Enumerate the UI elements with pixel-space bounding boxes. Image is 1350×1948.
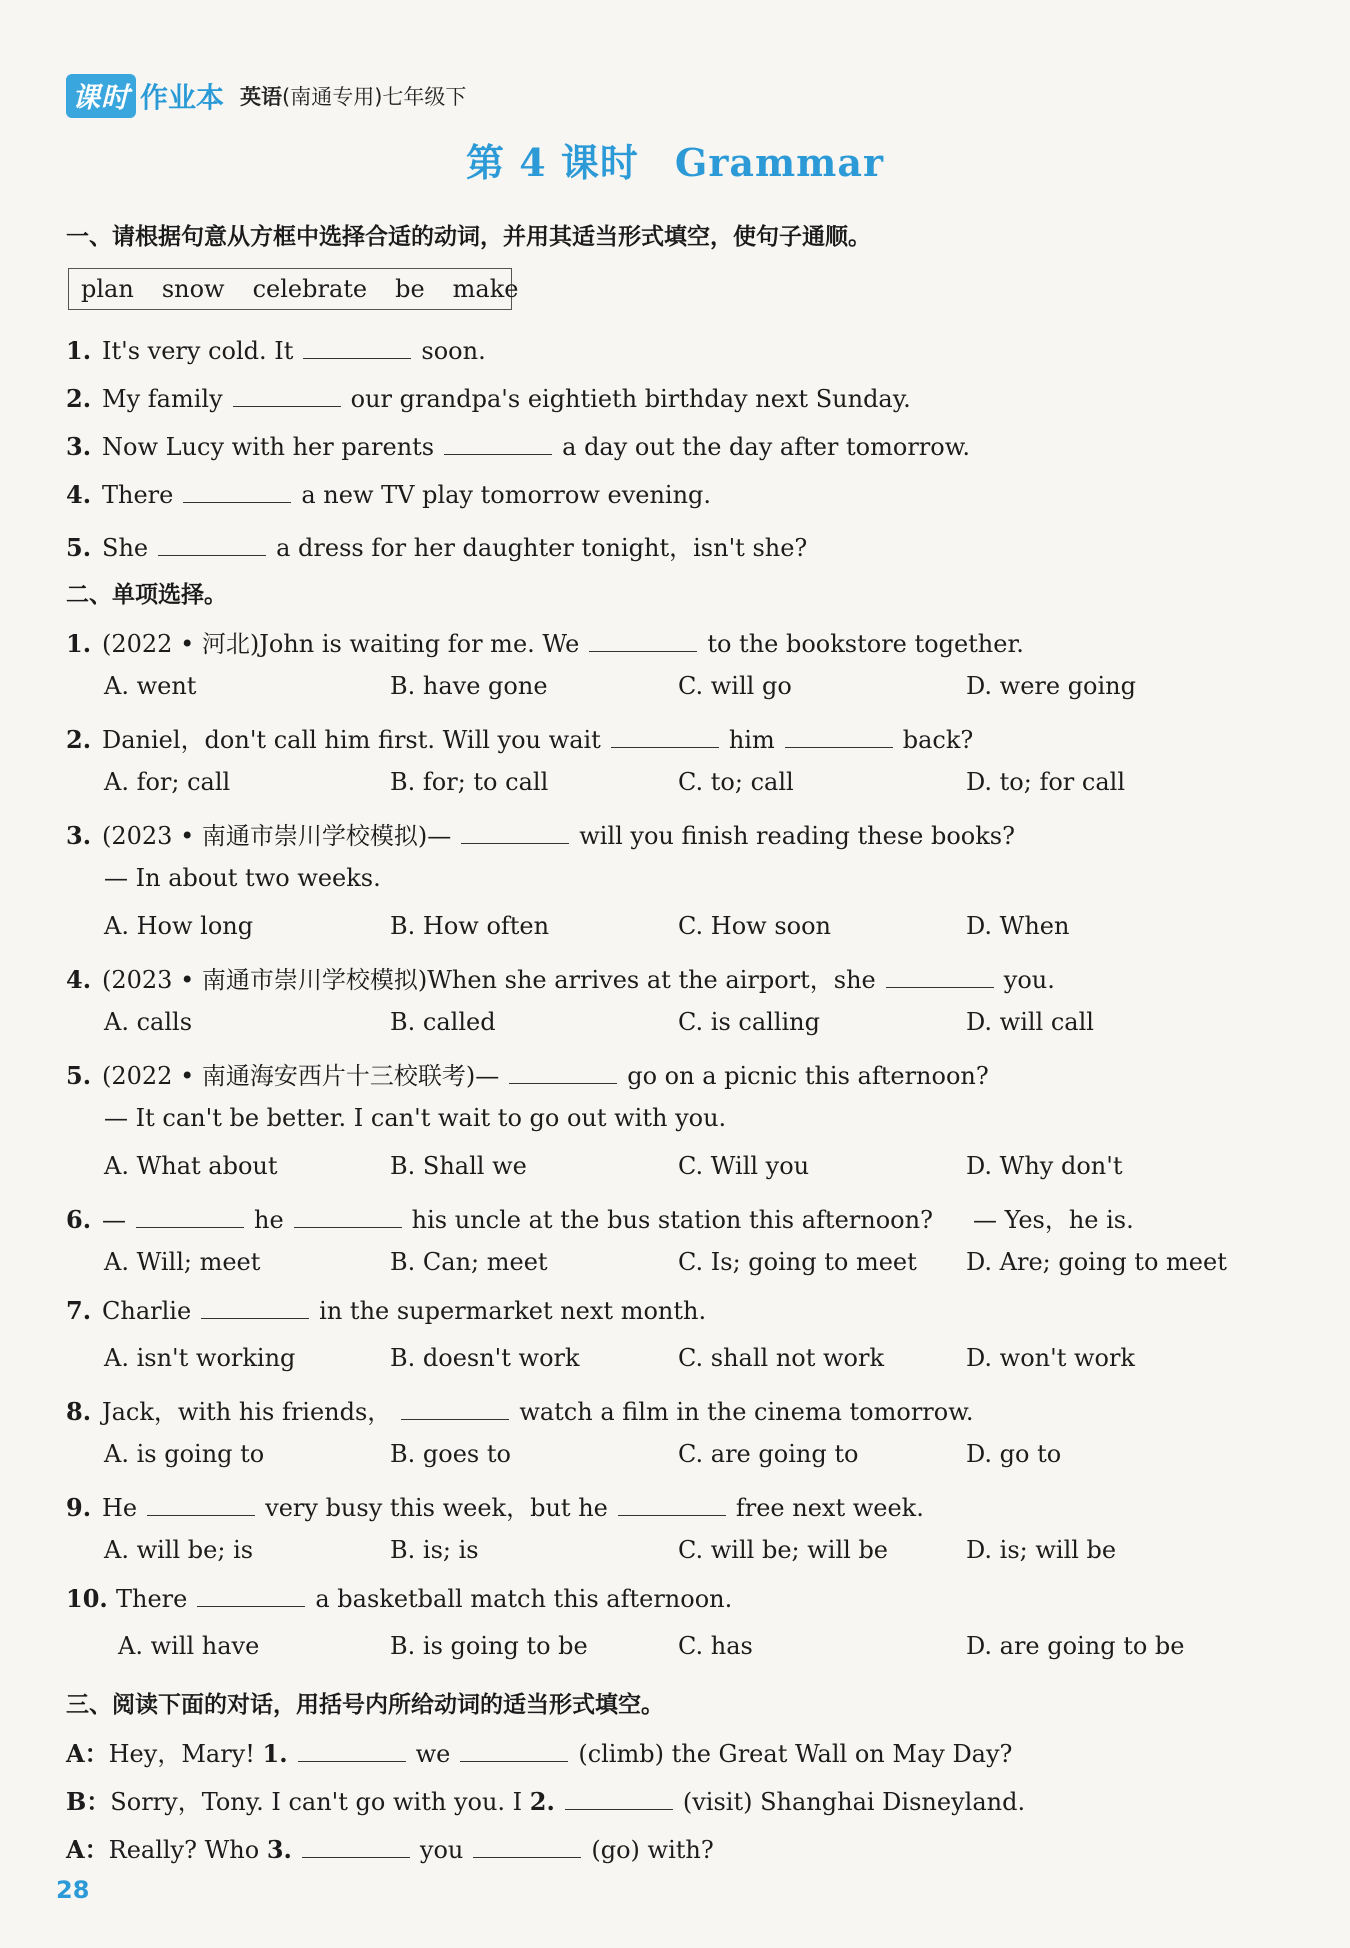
question-line: 2. Daniel，don't call him first. Will you wait him back? [66, 725, 974, 754]
dialogue-line: A：Hey，Mary! 1. we (climb) the Great Wall on May Day? [66, 1739, 1013, 1768]
option-b[interactable]: B. How often [390, 912, 550, 940]
question-line: 4. There a new TV play tomorrow evening. [66, 480, 712, 509]
answer-blank[interactable] [294, 1205, 402, 1228]
question-line: 4. (2023 • 南通市崇川学校模拟)When she arrives at the airport，she you. [66, 965, 1055, 994]
option-c[interactable]: C. to; call [678, 768, 794, 796]
answer-blank[interactable] [136, 1205, 244, 1228]
option-c[interactable]: C. are going to [678, 1440, 859, 1468]
option-a[interactable]: A. went [104, 672, 197, 700]
question-line: 1. It's very cold. It soon. [66, 336, 486, 365]
option-c[interactable]: C. will go [678, 672, 792, 700]
word-box [68, 268, 519, 310]
subject-label: 英语(南通专用)七年级下 [240, 85, 467, 109]
option-b[interactable]: B. have gone [390, 672, 548, 700]
option-d[interactable]: D. will call [966, 1008, 1094, 1036]
answer-blank[interactable] [785, 725, 893, 748]
option-d[interactable]: D. Why don't [966, 1152, 1123, 1180]
word: snow [161, 275, 225, 303]
word: plan [81, 275, 134, 303]
logo: 课时 [66, 74, 136, 118]
option-b[interactable]: B. Can; meet [390, 1248, 548, 1276]
option-c[interactable]: C. Is; going to meet [678, 1248, 917, 1276]
option-b[interactable]: B. doesn't work [390, 1344, 580, 1372]
option-a[interactable]: A. What about [104, 1152, 278, 1180]
question-line: 3. Now Lucy with her parents a day out the day after tomorrow. [66, 432, 971, 461]
option-b[interactable]: B. is; is [390, 1536, 479, 1564]
section-1-heading: 一、请根据句意从方框中选择合适的动词，并用其适当形式填空，使句子通顺。 [66, 224, 871, 250]
answer-blank[interactable] [565, 1787, 673, 1810]
option-a[interactable]: A. is going to [104, 1440, 265, 1468]
answer-blank[interactable] [201, 1296, 309, 1319]
answer-blank[interactable] [461, 821, 569, 844]
answer-blank[interactable] [886, 965, 994, 988]
option-b[interactable]: B. Shall we [390, 1152, 527, 1180]
dialogue-line: A：Really? Who 3. you (go) with? [66, 1835, 714, 1864]
option-c[interactable]: C. shall not work [678, 1344, 885, 1372]
option-d[interactable]: D. won't work [966, 1344, 1135, 1372]
question-line: 5. (2022 • 南通海安西片十三校联考)— go on a picnic this afternoon? [66, 1061, 989, 1090]
option-d[interactable]: D. Are; going to meet [966, 1248, 1227, 1276]
question-line: 8. Jack，with his friends， watch a film in the cinema tomorrow. [66, 1397, 974, 1426]
option-c[interactable]: C. is calling [678, 1008, 820, 1036]
logo-sub: 作业本 [140, 81, 225, 114]
answer-blank[interactable] [444, 432, 552, 455]
option-b[interactable]: B. is going to be [390, 1632, 588, 1660]
question-line: 2. My family our grandpa's eightieth birthday next Sunday. [66, 384, 911, 413]
option-d[interactable]: D. were going [966, 672, 1137, 700]
answer-blank[interactable] [298, 1739, 406, 1762]
word: make [452, 275, 519, 303]
question-line: 1. (2022 • 河北)John is waiting for me. We to the bookstore together. [66, 629, 1024, 658]
option-c[interactable]: C. How soon [678, 912, 831, 940]
answer-blank[interactable] [158, 533, 266, 556]
option-b[interactable]: B. goes to [390, 1440, 511, 1468]
option-c[interactable]: C. has [678, 1632, 753, 1660]
answer-blank[interactable] [303, 336, 411, 359]
answer-blank[interactable] [509, 1061, 617, 1084]
page-number: 28 [56, 1876, 90, 1904]
question-line: 3. (2023 • 南通市崇川学校模拟)— will you finish reading these books? [66, 821, 1015, 850]
word: celebrate [252, 275, 368, 303]
question-line: 9. He very busy this week，but he free next week. [66, 1493, 924, 1522]
question-line: 7. Charlie in the supermarket next month. [66, 1296, 707, 1325]
option-a[interactable]: A. calls [104, 1008, 193, 1036]
question-line: 10. There a basketball match this afternoon. [66, 1584, 733, 1613]
answer-blank[interactable] [302, 1835, 410, 1858]
word: be [395, 275, 425, 303]
answer-blank[interactable] [618, 1493, 726, 1516]
option-d[interactable]: D. go to [966, 1440, 1062, 1468]
question-line: 5. She a dress for her daughter tonight，isn't she? [66, 533, 808, 562]
option-d[interactable]: D. are going to be [966, 1632, 1185, 1660]
option-a[interactable]: A. will have [118, 1632, 260, 1660]
answer-blank[interactable] [401, 1397, 509, 1420]
option-a[interactable]: A. How long [104, 912, 254, 940]
answer-blank[interactable] [460, 1739, 568, 1762]
dialogue-reply: — It can't be better. I can't wait to go out with you. [104, 1104, 727, 1132]
answer-blank[interactable] [589, 629, 697, 652]
option-d[interactable]: D. to; for call [966, 768, 1125, 796]
option-c[interactable]: C. will be; will be [678, 1536, 889, 1564]
option-d[interactable]: D. When [966, 912, 1070, 940]
answer-blank[interactable] [197, 1584, 305, 1607]
answer-blank[interactable] [611, 725, 719, 748]
option-a[interactable]: A. isn't working [104, 1344, 296, 1372]
answer-blank[interactable] [147, 1493, 255, 1516]
answer-blank[interactable] [233, 384, 341, 407]
answer-blank[interactable] [473, 1835, 581, 1858]
answer-blank[interactable] [183, 480, 291, 503]
option-b[interactable]: B. called [390, 1008, 496, 1036]
option-b[interactable]: B. for; to call [390, 768, 549, 796]
option-d[interactable]: D. is; will be [966, 1536, 1117, 1564]
header [66, 74, 466, 118]
section-3-heading: 三、阅读下面的对话，用括号内所给动词的适当形式填空。 [66, 1692, 664, 1718]
option-a[interactable]: A. Will; meet [104, 1248, 261, 1276]
option-a[interactable]: A. will be; is [104, 1536, 254, 1564]
option-c[interactable]: C. Will you [678, 1152, 810, 1180]
dialogue-line: B：Sorry，Tony. I can't go with you. I 2. (visit) Shanghai Disneyland. [66, 1787, 1026, 1816]
dialogue-reply: — In about two weeks. [104, 864, 381, 892]
question-line: 6. — he his uncle at the bus station this afternoon? — Yes，he is. [66, 1205, 1134, 1234]
page-title: 第 4 课时 Grammar [465, 140, 885, 185]
section-2-heading: 二、单项选择。 [66, 582, 227, 608]
option-a[interactable]: A. for; call [104, 768, 231, 796]
